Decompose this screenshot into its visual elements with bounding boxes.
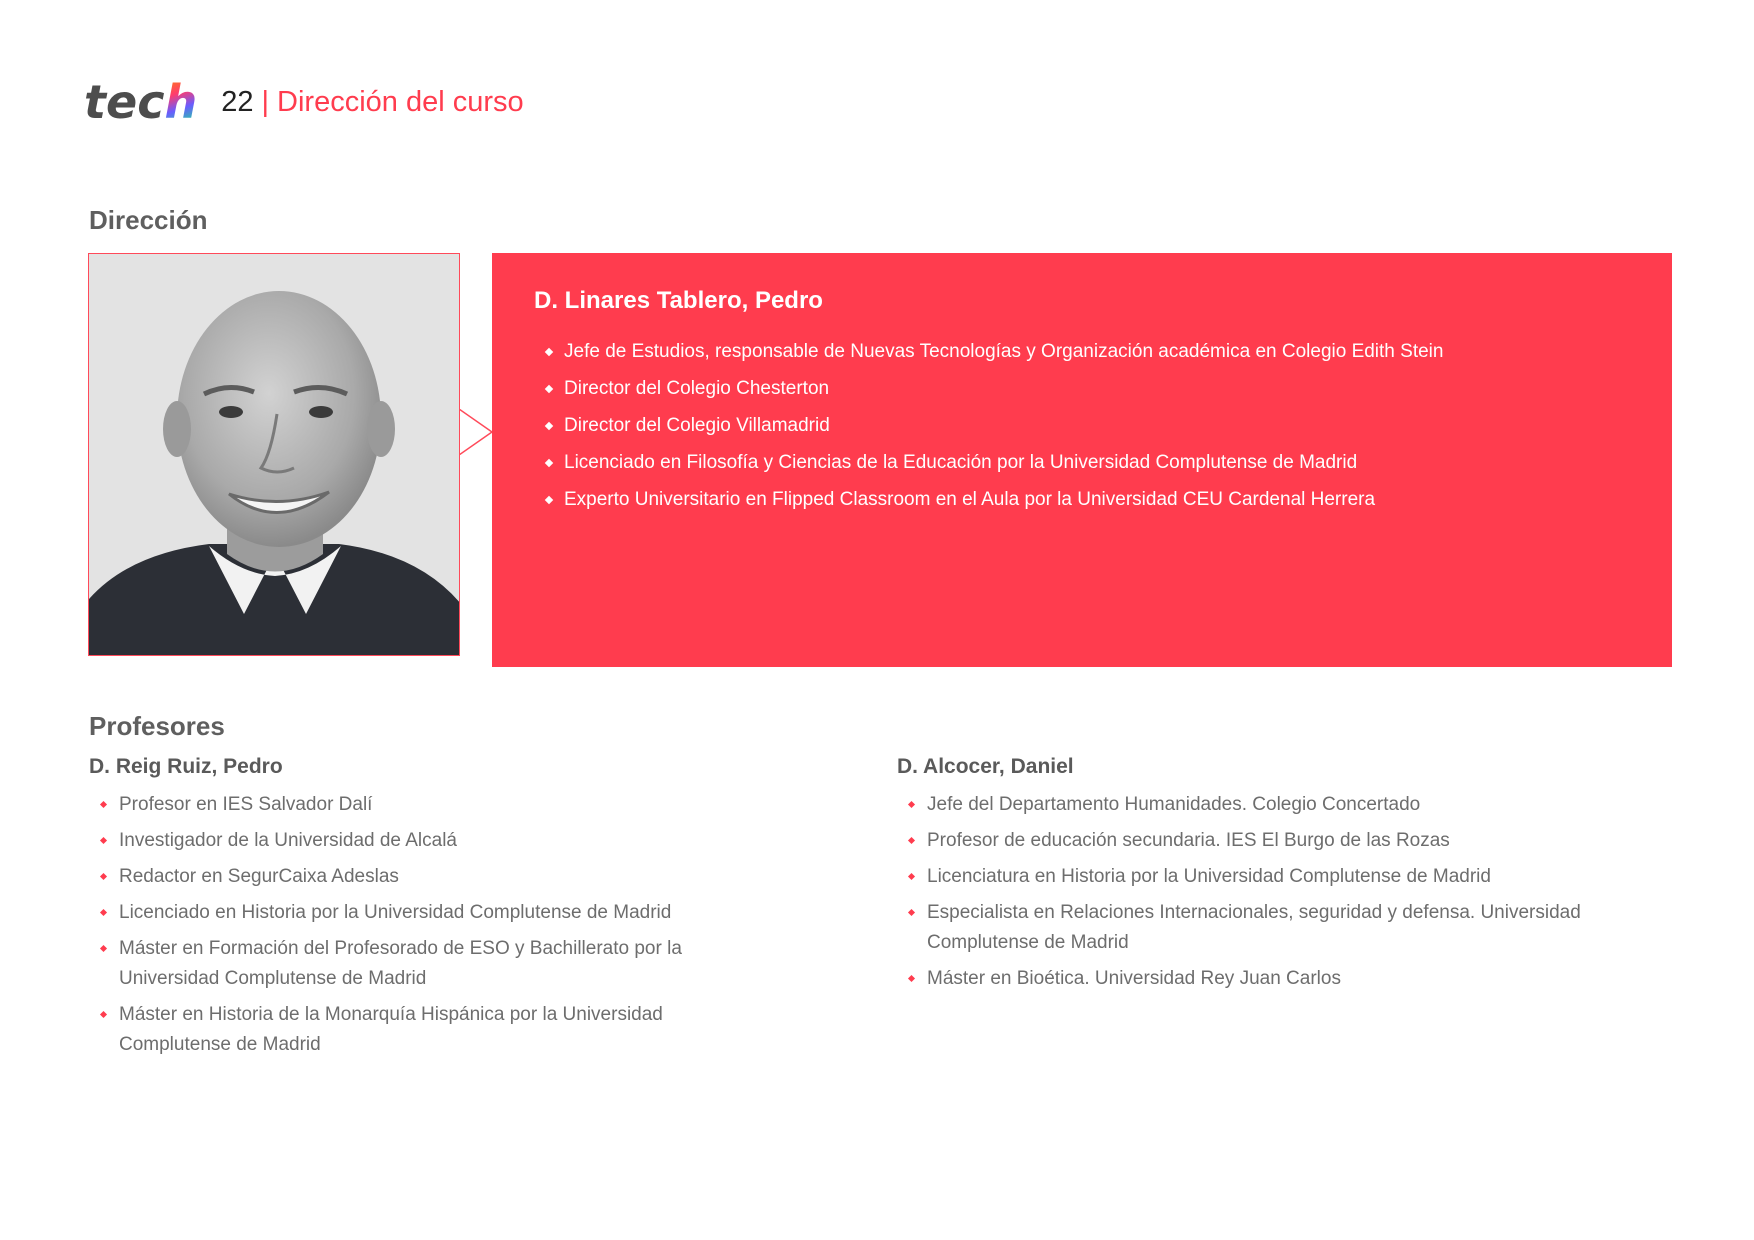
list-item: Máster en Bioética. Universidad Rey Juan Carlos xyxy=(897,964,1597,994)
list-item: Jefe de Estudios, responsable de Nuevas Tecnologías y Organización académica en Colegio Edith Stein xyxy=(546,333,1443,370)
director-card xyxy=(492,253,1672,667)
direccion-section-title: Dirección xyxy=(89,205,208,235)
list-item: Máster en Formación del Profesorado de ESO y Bachillerato por la Universidad Complutense de Madrid xyxy=(89,934,779,994)
list-item: Máster en Historia de la Monarquía Hispánica por la Universidad Complutense de Madrid xyxy=(89,1000,779,1060)
portrait-illustration xyxy=(89,254,460,656)
list-item: Director del Colegio Chesterton xyxy=(546,370,1443,407)
list-item: Licenciado en Historia por la Universidad Complutense de Madrid xyxy=(89,898,779,928)
teacher-name: D. Reig Ruiz, Pedro xyxy=(89,755,283,778)
chapter-title: Dirección del curso xyxy=(277,85,524,118)
page-header xyxy=(84,76,524,128)
page-number: 22 xyxy=(221,85,254,118)
teacher-profile xyxy=(897,755,1597,1000)
list-item: Experto Universitario en Flipped Classroom en el Aula por la Universidad CEU Cardenal Herrera xyxy=(546,481,1443,518)
list-item: Licenciado en Filosofía y Ciencias de la Educación por la Universidad Complutense de Madrid xyxy=(546,444,1443,481)
list-item: Redactor en SegurCaixa Adeslas xyxy=(89,862,779,892)
list-item: Jefe del Departamento Humanidades. Colegio Concertado xyxy=(897,790,1597,820)
logo-suffix: h xyxy=(164,75,198,129)
list-item: Director del Colegio Villamadrid xyxy=(546,407,1443,444)
teacher-credentials-list xyxy=(897,790,1597,994)
director-credentials-list xyxy=(546,333,1443,518)
list-item: Especialista en Relaciones Internacionales, seguridad y defensa. Universidad Complutense de Madrid xyxy=(897,898,1597,958)
director-photo xyxy=(88,253,460,656)
logo-prefix: tec xyxy=(84,75,165,129)
teacher-credentials-list xyxy=(89,790,789,1060)
teacher-name: D. Alcocer, Daniel xyxy=(897,755,1074,778)
profesores-section-title: Profesores xyxy=(89,711,225,741)
teacher-profile xyxy=(89,755,789,1066)
list-item: Licenciatura en Historia por la Universidad Complutense de Madrid xyxy=(897,862,1597,892)
header-separator: | xyxy=(261,85,270,118)
list-item: Profesor de educación secundaria. IES El Burgo de las Rozas xyxy=(897,826,1597,856)
list-item: Investigador de la Universidad de Alcalá xyxy=(89,826,779,856)
list-item: Profesor en IES Salvador Dalí xyxy=(89,790,779,820)
tech-logo xyxy=(84,75,198,129)
director-name: D. Linares Tablero, Pedro xyxy=(534,287,823,314)
